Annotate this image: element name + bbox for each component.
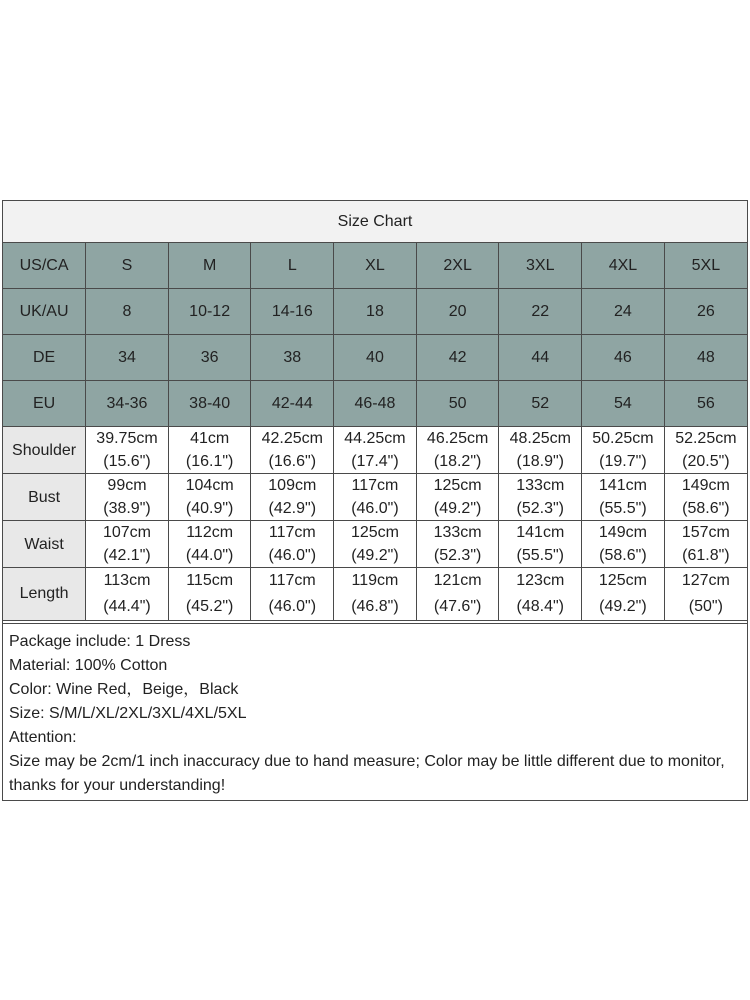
measure-cell	[664, 474, 747, 521]
cm-value: 141cm	[516, 524, 565, 541]
row-label-bust: Bust	[3, 474, 86, 521]
cm-value: 149cm	[681, 477, 730, 494]
measure-cell	[86, 568, 169, 621]
cm-value: 125cm	[350, 524, 399, 541]
measure-cell	[664, 427, 747, 474]
measure-cell	[499, 568, 582, 621]
inch-value: (52.3")	[516, 500, 564, 517]
size-cell: XL	[334, 243, 417, 289]
size-cell: 34	[86, 335, 169, 381]
size-cell: 50	[416, 381, 499, 427]
size-cell: 40	[334, 335, 417, 381]
size-cell: 54	[582, 381, 665, 427]
size-cell: 14-16	[251, 289, 334, 335]
inch-value: (47.6")	[433, 598, 482, 615]
row-label-waist: Waist	[3, 521, 86, 568]
measure-cell	[251, 474, 334, 521]
measure-cell	[582, 427, 665, 474]
size-cell: 5XL	[664, 243, 747, 289]
measure-cell	[334, 474, 417, 521]
inch-value: (38.9")	[103, 500, 151, 517]
cm-value: 119cm	[351, 572, 399, 589]
inch-value: (42.9")	[268, 500, 317, 517]
size-cell: 2XL	[416, 243, 499, 289]
measure-cell	[168, 474, 251, 521]
size-row-eu	[3, 381, 747, 427]
size-cell: 36	[168, 335, 251, 381]
cm-value: 123cm	[516, 572, 565, 589]
cm-value: 117cm	[268, 524, 316, 541]
cm-value: 107cm	[102, 524, 151, 541]
inch-value: (58.6")	[599, 547, 647, 564]
row-label-length: Length	[3, 568, 86, 621]
cm-value: 157cm	[681, 524, 730, 541]
measure-cell	[582, 568, 665, 621]
cm-value: 112cm	[186, 524, 234, 541]
cm-value: 149cm	[598, 524, 647, 541]
product-notes	[3, 623, 747, 800]
measure-cell	[582, 474, 665, 521]
measure-cell	[499, 474, 582, 521]
measure-cell	[582, 521, 665, 568]
cm-value: 113cm	[103, 572, 151, 589]
inch-value: (20.5")	[682, 453, 730, 470]
measure-cell	[168, 427, 251, 474]
inch-value: (17.4")	[351, 453, 399, 470]
measure-cell	[334, 521, 417, 568]
inch-value: (46.0")	[268, 598, 317, 615]
size-cell: 3XL	[499, 243, 582, 289]
measure-row-shoulder	[3, 427, 747, 474]
cm-value: 125cm	[598, 572, 647, 589]
measure-row-waist	[3, 521, 747, 568]
inch-value: (42.1")	[103, 547, 151, 564]
row-label-shoulder: Shoulder	[3, 427, 86, 474]
size-cell: 26	[664, 289, 747, 335]
inch-value: (15.6")	[103, 453, 151, 470]
size-cell: 48	[664, 335, 747, 381]
size-table	[3, 243, 747, 621]
inch-value: (18.2")	[433, 453, 482, 470]
inch-value: (16.1")	[185, 453, 234, 470]
size-cell: 46	[582, 335, 665, 381]
measure-row-length	[3, 568, 747, 621]
inch-value: (44.4")	[103, 598, 151, 615]
size-cell: M	[168, 243, 251, 289]
size-cell: 4XL	[582, 243, 665, 289]
attention-text: Size may be 2cm/1 inch inaccuracy due to hand measure; Color may be little different due to monitor, thanks for your understanding!	[9, 753, 725, 794]
inch-value: (61.8")	[682, 547, 730, 564]
measure-cell	[664, 568, 747, 621]
inch-value: (49.2")	[433, 500, 482, 517]
inch-value: (52.3")	[433, 547, 482, 564]
size-cell: 20	[416, 289, 499, 335]
inch-value: (16.6")	[268, 453, 317, 470]
measure-cell	[86, 427, 169, 474]
measure-cell	[416, 474, 499, 521]
measure-cell	[416, 427, 499, 474]
size-cell: 56	[664, 381, 747, 427]
size-cell: S	[86, 243, 169, 289]
measure-cell	[416, 521, 499, 568]
material-note: Material: 100% Cotton	[9, 657, 168, 674]
inch-value: (45.2")	[185, 598, 234, 615]
inch-value: (55.5")	[599, 500, 647, 517]
cm-value: 50.25cm	[592, 430, 654, 447]
cm-value: 115cm	[186, 572, 234, 589]
attention-label: Attention:	[9, 729, 77, 746]
inch-value: (44.0")	[185, 547, 234, 564]
cm-value: 42.25cm	[261, 430, 323, 447]
size-cell: 38-40	[168, 381, 251, 427]
size-cell: L	[251, 243, 334, 289]
measure-cell	[86, 521, 169, 568]
size-cell: 38	[251, 335, 334, 381]
size-cell: 42-44	[251, 381, 334, 427]
measure-cell	[664, 521, 747, 568]
size-cell: 8	[86, 289, 169, 335]
inch-value: (49.2")	[351, 547, 399, 564]
size-cell: 44	[499, 335, 582, 381]
inch-value: (40.9")	[185, 500, 234, 517]
inch-value: (19.7")	[599, 453, 647, 470]
inch-value: (48.4")	[516, 598, 564, 615]
measure-cell	[334, 427, 417, 474]
size-cell: 22	[499, 289, 582, 335]
cm-value: 127cm	[681, 572, 730, 589]
cm-value: 133cm	[516, 477, 565, 494]
cm-value: 99cm	[107, 477, 147, 494]
row-label-de: DE	[3, 335, 86, 381]
size-chart	[2, 200, 748, 801]
size-cell: 42	[416, 335, 499, 381]
inch-value: (58.6")	[682, 500, 730, 517]
measure-cell	[334, 568, 417, 621]
cm-value: 46.25cm	[426, 430, 489, 447]
inch-value: (49.2")	[599, 598, 647, 615]
row-label-uk-au: UK/AU	[3, 289, 86, 335]
measure-cell	[251, 568, 334, 621]
cm-value: 48.25cm	[509, 430, 571, 447]
inch-value: (55.5")	[516, 547, 564, 564]
measure-cell	[168, 521, 251, 568]
measure-cell	[416, 568, 499, 621]
cm-value: 104cm	[185, 477, 234, 494]
size-cell: 52	[499, 381, 582, 427]
color-note: Color: Wine Red，Beige，Black	[9, 681, 239, 698]
size-cell: 24	[582, 289, 665, 335]
inch-value: (46.8")	[351, 598, 399, 615]
measure-cell	[499, 427, 582, 474]
cm-value: 52.25cm	[675, 430, 737, 447]
measure-cell	[251, 521, 334, 568]
measure-cell	[499, 521, 582, 568]
measure-cell	[168, 568, 251, 621]
row-label-us-ca: US/CA	[3, 243, 86, 289]
cm-value: 141cm	[598, 477, 647, 494]
chart-title: Size Chart	[3, 201, 747, 243]
cm-value: 41cm	[190, 430, 230, 447]
size-cell: 34-36	[86, 381, 169, 427]
cm-value: 117cm	[268, 572, 316, 589]
inch-value: (50")	[688, 598, 723, 615]
size-note: Size: S/M/L/XL/2XL/3XL/4XL/5XL	[9, 705, 247, 722]
cm-value: 39.75cm	[96, 430, 158, 447]
cm-value: 117cm	[351, 477, 399, 494]
inch-value: (46.0")	[351, 500, 399, 517]
cm-value: 109cm	[268, 477, 317, 494]
size-row-uk-au	[3, 289, 747, 335]
size-row-us-ca	[3, 243, 747, 289]
package-note: Package include: 1 Dress	[9, 633, 191, 650]
measure-cell	[86, 474, 169, 521]
measure-cell	[251, 427, 334, 474]
cm-value: 133cm	[433, 524, 482, 541]
size-cell: 18	[334, 289, 417, 335]
size-cell: 10-12	[168, 289, 251, 335]
size-row-de	[3, 335, 747, 381]
cm-value: 121cm	[433, 572, 482, 589]
inch-value: (18.9")	[516, 453, 564, 470]
cm-value: 44.25cm	[344, 430, 406, 447]
measure-row-bust	[3, 474, 747, 521]
size-cell: 46-48	[334, 381, 417, 427]
row-label-eu: EU	[3, 381, 86, 427]
cm-value: 125cm	[433, 477, 482, 494]
inch-value: (46.0")	[268, 547, 317, 564]
